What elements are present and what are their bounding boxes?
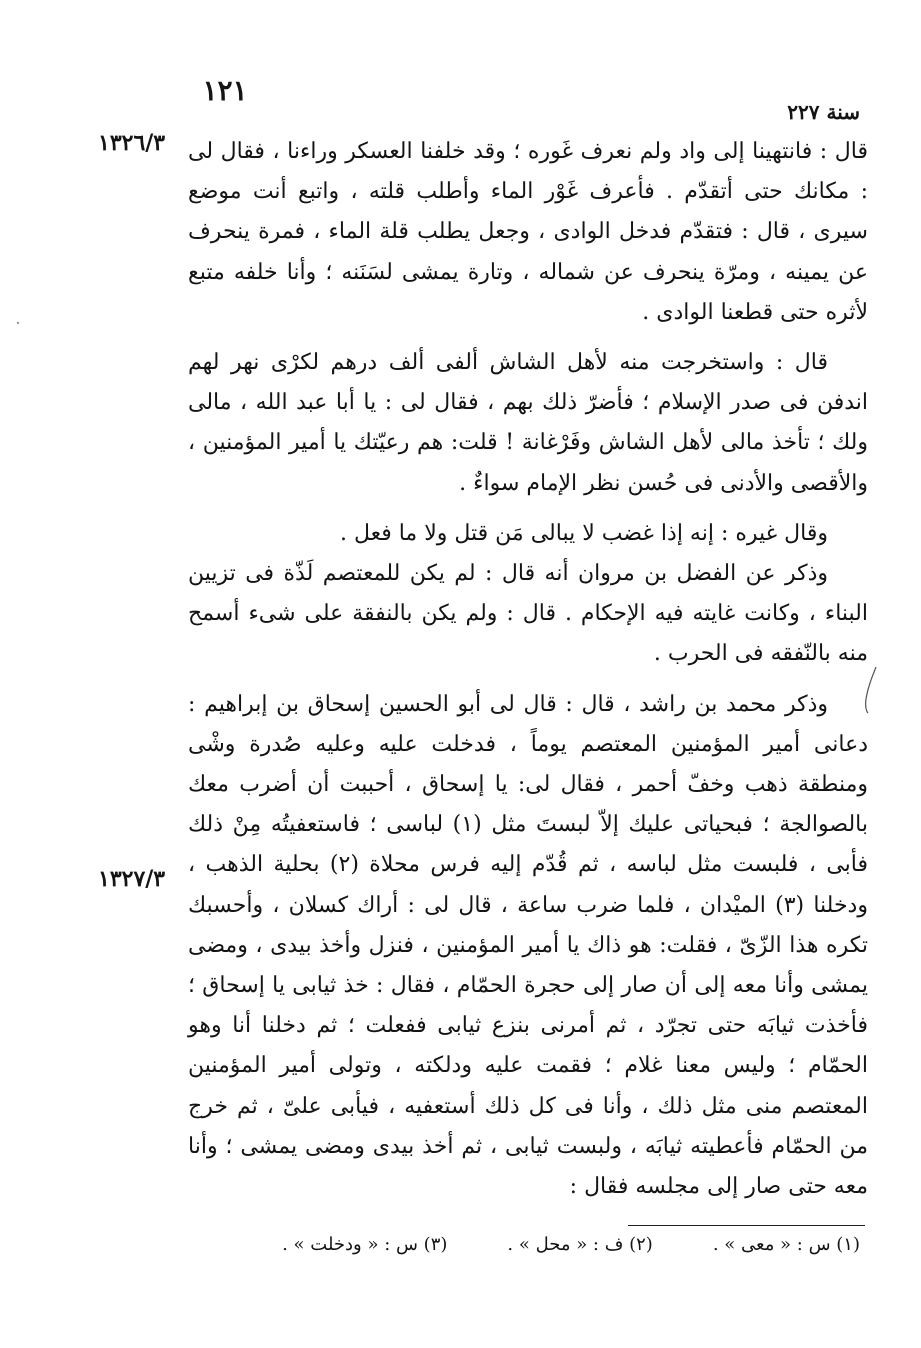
body-text bbox=[188, 132, 868, 1207]
footnote: (٣) س : « ودخلت » . bbox=[282, 1234, 448, 1255]
footnote: (١) س : « معى » . bbox=[712, 1234, 860, 1255]
paragraph: قال : فانتهينا إلى واد ولم نعرف غَوره ؛ وقد خلفنا العسكر وراءنا ، فقال لى : مكانك حتى أتقدّم . فأعرف غَوْر الماء وأطلب قلته ، واتبع أنت موضع سيرى ، قال : فتقدّم فدخل الوادى ، وجعل يطلب قلة الماء ، فمرة ينحرف عن يمينه ، ومرّة ينحرف عن شماله ، وتارة يمشى لسَنَنه ؛ وأنا خلفه متبع لأثره حتى قطعنا الوادى . bbox=[188, 139, 868, 325]
margin-note-volume-page: ١٣٢٧/٣ bbox=[98, 866, 166, 892]
page-number: ١٢١ bbox=[202, 74, 248, 107]
margin-note-volume-page: ١٣٢٦/٣ bbox=[98, 130, 166, 156]
footnotes bbox=[170, 1234, 860, 1255]
footnote-divider bbox=[628, 1225, 865, 1226]
footnote: (٢) ف : « محل » . bbox=[507, 1234, 653, 1255]
paragraph: وذكر محمد بن راشد ، قال : قال لى أبو الحسين إسحاق بن إبراهيم : دعانى أمير المؤمنين المعتصم يوماً ، فدخلت عليه وعليه صُدرة وشْى ومنطقة ذهب وخفّ أحمر ، فقال لى: يا إسحاق ، أحببت أن أضرب معك بالصوالجة ؛ فبحياتى عليك إلاّ لبستَ مثل (١) لباسى ؛ فاستعفيتُه مِنْ ذلك فأبى ، فلبست مثل لباسه ، ثم قُدّم إليه فرس محلاة (٢) بحلية الذهب ، ودخلنا (٣) الميْدان ، فلما ضرب ساعة ، قال لى : أراك كسلان ، وأحسبك تكره هذا الزّىّ ، فقلت: هو ذاك يا أمير المؤمنين ، فنزل وأخذ بيدى ، ومضى يمشى وأنا معه إلى أن صار إلى حجرة الحمّام ، فقال : خذ ثيابى يا إسحاق ؛ فأخذت ثيابَه حتى تجرّد ، ثم أمرنى بنزع ثيابى ففعلت ؛ ثم دخلنا أنا وهو الحمّام ؛ وليس معنا غلام ؛ فقمت عليه ودلكته ، وتولى أمير المؤمنين المعتصم منى مثل ذلك ، وأنا فى كل ذلك أستعفيه ، فيأبى علىّ ، ثم خرج من الحمّام فأعطيته ثيابَه ، ولبست ثيابى ، ثم أخذ بيدى ومضى يمشى ؛ وأنا معه حتى صار إلى مجلسه فقال : bbox=[188, 691, 868, 1200]
pencil-mark-icon bbox=[860, 665, 884, 715]
paragraph: وذكر عن الفضل بن مروان أنه قال : لم يكن للمعتصم لَذّة فى تزيين البناء ، وكانت غايته فيه الإحكام . قال : ولم يكن بالنفقة على شىء أسمح منه بالنّفقه فى الحرب . bbox=[188, 561, 868, 667]
year-header: سنة ٢٢٧ bbox=[787, 100, 860, 124]
paragraph: وقال غيره : إنه إذا غضب لا يبالى مَن قتل ولا ما فعل . bbox=[339, 520, 828, 546]
speck-icon bbox=[15, 320, 21, 326]
paragraph: قال : واستخرجت منه لأهل الشاش ألفى ألف درهم لكرْى نهر لهم اندفن فى صدر الإسلام ؛ فأضرّ ذلك بهم ، فقال لى : يا أبا عبد الله ، مالى ولك ؛ تأخذ مالى لأهل الشاش وفَرْغانة ! قلت: هم رعيّتك يا أمير المؤمنين ، والأقصى والأدنى فى حُسن نظر الإمام سواءٌ . bbox=[188, 350, 868, 496]
